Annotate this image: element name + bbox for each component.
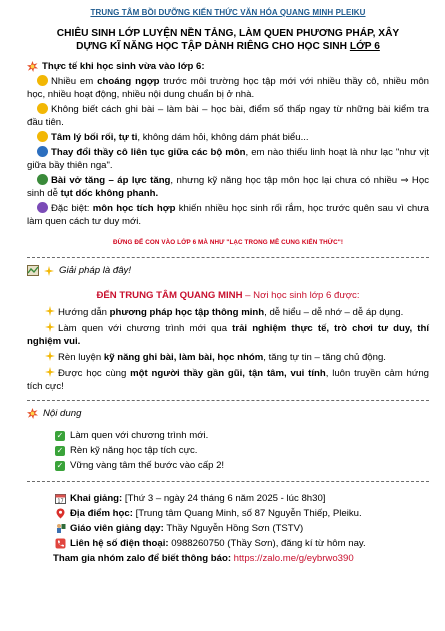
reality-item-emphasis: Thay đổi thầy cô liên tục giữa các bộ môn	[51, 147, 246, 158]
main-title	[27, 27, 429, 53]
sparkle-icon	[45, 307, 58, 318]
solution-heading-text: Giải pháp là đây!	[59, 265, 131, 276]
reality-item	[27, 174, 429, 200]
phone-value: 0988260750 (Thầy Sơn), đăng kí từ hôm nay.	[168, 538, 366, 549]
reality-item-emphasis: môn học tích hợp	[92, 203, 176, 214]
content-item-text: Rèn kỹ năng học tập tích cực.	[70, 445, 198, 456]
benefit-item	[27, 367, 429, 393]
content-heading-text: Nội dung	[43, 408, 82, 419]
reality-item-text: trước môi trường học tập mới với nhiều thầy cô, nhiều môn học, nhiều hoạt động, nhiều nội dung chuẩn bị ở nhà.	[27, 76, 429, 100]
sparkle-icon	[45, 323, 58, 334]
check-mark-icon: ✓	[56, 460, 64, 470]
opening-value: [Thứ 3 – ngày 24 tháng 6 năm 2025 - lúc 8h30]	[122, 493, 326, 504]
reality-item-emphasis: choáng ngợp	[97, 76, 160, 87]
tagline-rest: – Nơi học sinh lớp 6 được:	[242, 290, 360, 301]
benefit-text: Được học cùng	[58, 368, 131, 379]
reality-item-text: , nhưng kỹ năng học tập môn học lại chưa có nhiều ⇒ Học sinh dễ	[27, 175, 429, 199]
tagline-center-name: ĐẾN TRUNG TÂM QUANG MINH	[96, 290, 243, 301]
teacher-icon	[55, 523, 66, 534]
benefit-item	[27, 322, 429, 348]
phone-row	[55, 537, 429, 550]
reality-item	[27, 146, 429, 172]
tagline	[27, 289, 429, 302]
benefit-emphasis: trải nghiệm thực tế, trò chơi tư duy, thí nghiệm vui.	[27, 323, 429, 347]
benefit-text: Hướng dẫn	[58, 307, 110, 318]
zalo-row	[53, 552, 429, 565]
warning-note: ĐỪNG ĐỂ CON VÀO LỚP 6 MÀ NHƯ "LẠC TRONG MÊ CUNG KIẾN THỨC"!	[112, 239, 344, 246]
books-icon	[37, 174, 48, 185]
phone-icon	[55, 538, 66, 549]
check-mark-icon: ✓	[56, 445, 64, 455]
calendar-icon	[55, 493, 66, 504]
reality-item-text: , em nào thiếu linh hoạt là như lạc "như vịt giữa bầy thiên nga".	[27, 147, 429, 171]
list-item	[55, 459, 429, 472]
svg-text:17: 17	[57, 498, 64, 504]
divider	[27, 481, 429, 482]
shocked-face-icon	[37, 75, 48, 86]
reality-item-emphasis: Bài vở tăng – áp lực tăng	[51, 175, 171, 186]
reality-item-text: Không biết cách ghi bài – làm bài – học bài, điểm số thấp ngay từ những bài kiểm tra đầu tiên.	[27, 104, 429, 128]
reality-item	[27, 131, 429, 144]
content-heading	[27, 407, 429, 420]
reality-item-text: Nhiều em	[51, 76, 98, 87]
address-label: Địa điểm học:	[70, 508, 133, 519]
benefit-text: Rèn luyện	[58, 352, 104, 363]
divider	[27, 400, 429, 401]
teacher-value: Thầy Nguyễn Hồng Sơn (TSTV)	[163, 523, 304, 534]
reality-heading	[27, 60, 429, 73]
reality-item	[27, 202, 429, 228]
reality-item-emphasis: Tâm lý bối rối, tự ti	[51, 132, 138, 143]
sparkle-icon	[44, 266, 54, 276]
zalo-label: Tham gia nhóm zalo để biết thông báo:	[53, 553, 232, 564]
content-list	[55, 429, 429, 472]
benefit-item	[27, 306, 429, 319]
benefit-text: , luôn truyền cảm hứng tích cực!	[27, 368, 429, 392]
phone-label: Liên hệ số điện thoại:	[70, 538, 169, 549]
teacher-row	[55, 522, 429, 535]
content-item-text: Vững vàng tâm thế bước vào cấp 2!	[70, 460, 225, 471]
running-person-icon	[37, 146, 48, 157]
opening-label: Khai giảng:	[70, 493, 123, 504]
sparkle-icon	[45, 368, 58, 379]
reality-item-text: Đặc biệt:	[51, 203, 93, 214]
collision-icon	[27, 408, 38, 419]
org-header: TRUNG TÂM BỒI DƯỠNG KIẾN THỨC VĂN HÓA QUANG MINH PLEIKU	[90, 8, 366, 17]
content-item-text: Làm quen với chương trình mới.	[70, 430, 209, 441]
benefit-list	[27, 306, 429, 393]
title-line-2: DỰNG KĨ NĂNG HỌC TẬP DÀNH RIÊNG CHO HỌC SINH	[76, 41, 350, 52]
list-item	[55, 429, 429, 442]
address-row	[55, 507, 429, 520]
benefit-emphasis: phương pháp học tập thông minh	[109, 307, 265, 318]
sparkle-icon	[45, 352, 58, 363]
address-value: [Trung tâm Quang Minh, số 87 Nguyễn Thiếp, Pleiku.	[132, 508, 362, 519]
benefit-item	[27, 351, 429, 364]
location-pin-icon	[55, 508, 66, 519]
reality-heading-text: Thực tế khi học sinh vừa vào lớp 6:	[42, 61, 205, 72]
teacher-label: Giáo viên giảng dạy:	[70, 523, 164, 534]
zalo-link[interactable]: https://zalo.me/g/eybrwo390	[231, 553, 354, 564]
map-icon	[27, 265, 39, 276]
solution-heading	[27, 264, 429, 277]
reality-item	[27, 75, 429, 101]
benefit-emphasis: kỹ năng ghi bài, làm bài, học nhóm	[103, 352, 264, 363]
list-item	[55, 444, 429, 457]
benefit-text: , dễ hiểu – dễ nhớ – dễ áp dụng.	[264, 307, 404, 318]
reality-item-text: khiến nhiều học sinh rối rắm, học trước quên sau vì chưa làm quen cách tư duy mới.	[27, 203, 429, 227]
worried-face-icon	[37, 131, 48, 142]
benefit-text: , tăng tự tin – tăng chủ động.	[263, 352, 386, 363]
benefit-text: Làm quen với chương trình mới qua	[58, 323, 233, 334]
reality-item-text: , không dám hỏi, không dám phát biểu...	[137, 132, 309, 143]
collision-icon	[27, 61, 38, 72]
benefit-emphasis: một người thầy gần gũi, tận tâm, vui tính	[130, 368, 326, 379]
confused-face-icon	[37, 103, 48, 114]
divider	[27, 257, 429, 258]
reality-item-emphasis: tụt dốc không phanh.	[60, 188, 159, 199]
title-underlined: LỚP 6	[349, 41, 380, 52]
reality-item	[27, 103, 429, 129]
check-mark-icon: ✓	[56, 430, 64, 440]
opening-row	[55, 492, 429, 505]
title-line-1: CHIÊU SINH LỚP LUYỆN NỀN TẢNG, LÀM QUEN PHƯƠNG PHÁP, XÂY	[56, 28, 400, 39]
info-block	[55, 492, 429, 565]
test-tube-icon	[37, 202, 48, 213]
reality-list	[27, 75, 429, 228]
